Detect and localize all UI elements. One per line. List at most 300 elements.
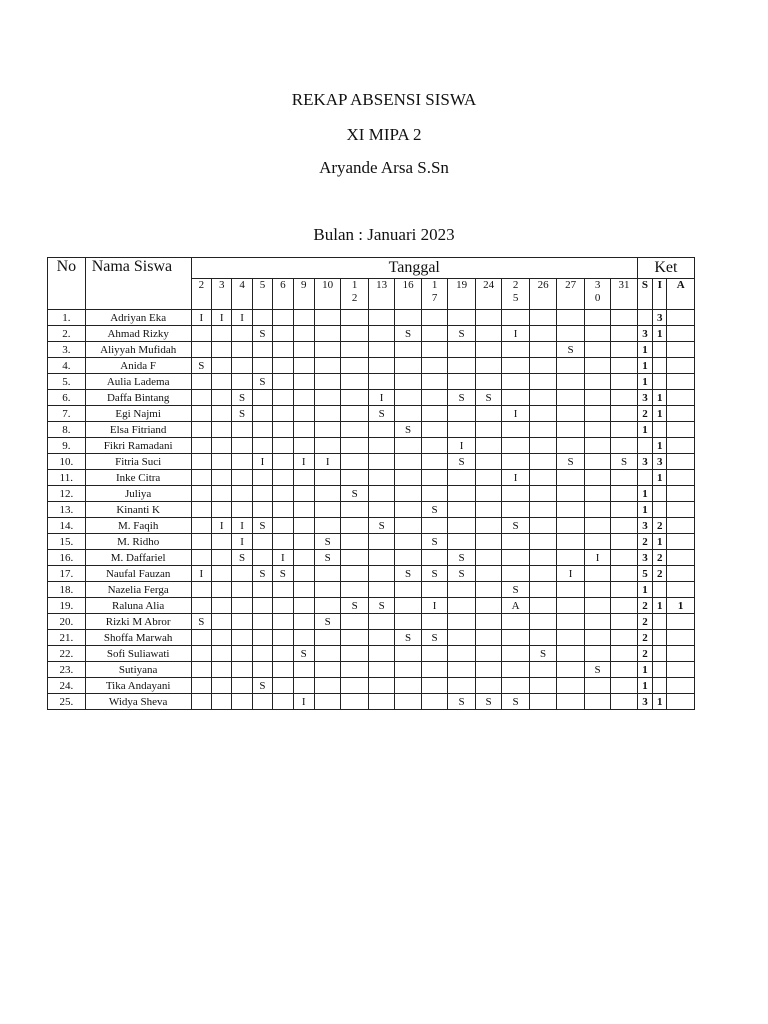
attendance-mark: S — [252, 518, 272, 534]
attendance-mark: I — [502, 470, 530, 486]
attendance-mark — [368, 422, 394, 438]
attendance-mark — [475, 502, 501, 518]
attendance-mark — [529, 534, 557, 550]
attendance-mark — [529, 502, 557, 518]
attendance-mark: S — [448, 566, 476, 582]
attendance-mark — [293, 534, 314, 550]
attendance-mark — [273, 422, 293, 438]
ket-total: 1 — [653, 598, 667, 614]
table-row — [48, 470, 695, 486]
attendance-mark — [212, 454, 232, 470]
attendance-mark: I — [232, 534, 252, 550]
attendance-mark — [232, 422, 252, 438]
attendance-mark: S — [314, 550, 340, 566]
attendance-mark — [368, 438, 394, 454]
attendance-mark — [212, 502, 232, 518]
date-header-cell: 5 — [252, 279, 272, 310]
attendance-mark: S — [252, 566, 272, 582]
attendance-mark — [273, 678, 293, 694]
attendance-mark — [502, 646, 530, 662]
attendance-mark — [232, 630, 252, 646]
attendance-mark: I — [232, 518, 252, 534]
student-name: Sutiyana — [85, 662, 191, 678]
attendance-mark — [232, 326, 252, 342]
ket-total: 1 — [653, 694, 667, 710]
table-row — [48, 502, 695, 518]
attendance-mark: S — [502, 518, 530, 534]
attendance-mark — [421, 694, 447, 710]
ket-header-cell: S — [637, 279, 652, 310]
date-header-cell: 31 — [611, 279, 637, 310]
attendance-mark — [584, 502, 610, 518]
attendance-mark — [368, 678, 394, 694]
attendance-mark — [584, 454, 610, 470]
col-header-dates: Tanggal — [191, 258, 637, 279]
attendance-table — [47, 257, 695, 710]
attendance-mark — [421, 406, 447, 422]
attendance-mark — [395, 534, 421, 550]
table-row — [48, 326, 695, 342]
attendance-mark — [395, 486, 421, 502]
attendance-mark — [293, 550, 314, 566]
attendance-mark — [232, 374, 252, 390]
table-row — [48, 646, 695, 662]
attendance-mark: I — [584, 550, 610, 566]
attendance-mark — [293, 390, 314, 406]
attendance-mark — [252, 486, 272, 502]
attendance-mark — [395, 390, 421, 406]
attendance-mark: S — [529, 646, 557, 662]
ket-total — [667, 342, 695, 358]
attendance-mark: S — [314, 534, 340, 550]
ket-total — [667, 374, 695, 390]
ket-total: 2 — [637, 630, 652, 646]
attendance-mark — [191, 326, 211, 342]
attendance-mark — [584, 422, 610, 438]
ket-total — [667, 454, 695, 470]
attendance-mark — [448, 310, 476, 326]
attendance-mark — [611, 566, 637, 582]
ket-total — [667, 486, 695, 502]
attendance-mark — [584, 630, 610, 646]
student-name: Daffa Bintang — [85, 390, 191, 406]
attendance-mark — [232, 662, 252, 678]
attendance-mark — [273, 358, 293, 374]
attendance-mark: S — [232, 550, 252, 566]
attendance-mark — [252, 614, 272, 630]
attendance-mark — [395, 502, 421, 518]
attendance-mark — [293, 486, 314, 502]
attendance-mark — [557, 310, 585, 326]
attendance-mark — [557, 326, 585, 342]
attendance-mark — [314, 470, 340, 486]
attendance-mark — [584, 342, 610, 358]
row-number: 16. — [48, 550, 86, 566]
attendance-mark — [529, 406, 557, 422]
attendance-mark — [273, 582, 293, 598]
ket-total — [637, 470, 652, 486]
attendance-mark: S — [421, 502, 447, 518]
table-row — [48, 406, 695, 422]
ket-total — [667, 550, 695, 566]
attendance-mark: S — [191, 358, 211, 374]
attendance-mark — [611, 502, 637, 518]
attendance-mark — [273, 694, 293, 710]
student-name: Egi Najmi — [85, 406, 191, 422]
table-row — [48, 518, 695, 534]
attendance-mark — [395, 518, 421, 534]
attendance-mark — [475, 438, 501, 454]
attendance-mark — [475, 422, 501, 438]
attendance-mark — [232, 470, 252, 486]
attendance-mark: S — [273, 566, 293, 582]
ket-total: 1 — [637, 422, 652, 438]
attendance-mark — [421, 470, 447, 486]
attendance-mark — [341, 310, 369, 326]
attendance-mark — [529, 358, 557, 374]
attendance-mark — [232, 582, 252, 598]
attendance-mark — [191, 406, 211, 422]
attendance-mark — [557, 358, 585, 374]
attendance-mark — [293, 678, 314, 694]
attendance-mark — [584, 614, 610, 630]
ket-total: 1 — [667, 598, 695, 614]
attendance-mark — [273, 534, 293, 550]
attendance-mark — [529, 550, 557, 566]
attendance-mark — [502, 566, 530, 582]
attendance-mark — [502, 678, 530, 694]
attendance-mark — [232, 438, 252, 454]
attendance-mark — [191, 630, 211, 646]
attendance-mark — [448, 342, 476, 358]
attendance-mark: S — [475, 694, 501, 710]
attendance-mark — [314, 422, 340, 438]
attendance-mark: I — [232, 310, 252, 326]
student-name: Raluna Alia — [85, 598, 191, 614]
attendance-mark — [395, 310, 421, 326]
attendance-mark — [421, 358, 447, 374]
attendance-mark — [529, 694, 557, 710]
attendance-mark: S — [448, 694, 476, 710]
attendance-mark — [529, 310, 557, 326]
attendance-mark — [341, 390, 369, 406]
attendance-mark — [293, 662, 314, 678]
attendance-mark — [502, 438, 530, 454]
attendance-mark — [341, 646, 369, 662]
attendance-mark — [368, 662, 394, 678]
ket-total — [667, 678, 695, 694]
attendance-mark — [368, 342, 394, 358]
row-number: 1. — [48, 310, 86, 326]
attendance-mark — [368, 614, 394, 630]
attendance-mark — [293, 470, 314, 486]
attendance-mark — [557, 630, 585, 646]
attendance-mark — [293, 518, 314, 534]
attendance-mark — [232, 646, 252, 662]
attendance-mark: I — [212, 518, 232, 534]
attendance-mark — [611, 486, 637, 502]
teacher-name: Aryande Arsa S.Sn — [319, 158, 449, 177]
attendance-mark — [341, 694, 369, 710]
attendance-mark — [212, 678, 232, 694]
table-row — [48, 534, 695, 550]
attendance-mark — [341, 342, 369, 358]
attendance-mark — [341, 566, 369, 582]
attendance-mark — [448, 534, 476, 550]
attendance-mark — [368, 358, 394, 374]
attendance-mark — [293, 582, 314, 598]
attendance-mark — [421, 422, 447, 438]
attendance-mark — [273, 646, 293, 662]
attendance-mark — [252, 406, 272, 422]
attendance-mark — [611, 374, 637, 390]
ket-total: 1 — [637, 342, 652, 358]
attendance-mark: I — [191, 566, 211, 582]
attendance-mark — [421, 550, 447, 566]
student-name: Aliyyah Mufidah — [85, 342, 191, 358]
attendance-mark — [273, 598, 293, 614]
attendance-mark — [529, 566, 557, 582]
attendance-mark: S — [475, 390, 501, 406]
attendance-mark — [529, 326, 557, 342]
attendance-mark: I — [273, 550, 293, 566]
ket-total — [667, 614, 695, 630]
student-name: Fitria Suci — [85, 454, 191, 470]
attendance-mark — [611, 598, 637, 614]
ket-total — [653, 422, 667, 438]
attendance-mark — [252, 694, 272, 710]
attendance-mark — [557, 694, 585, 710]
ket-total — [653, 614, 667, 630]
date-header-cell: 19 — [448, 279, 476, 310]
attendance-mark — [529, 390, 557, 406]
attendance-mark — [341, 550, 369, 566]
attendance-mark — [191, 342, 211, 358]
table-row — [48, 662, 695, 678]
attendance-mark — [421, 662, 447, 678]
attendance-mark — [611, 470, 637, 486]
row-number: 7. — [48, 406, 86, 422]
ket-total: 5 — [637, 566, 652, 582]
attendance-mark — [191, 502, 211, 518]
attendance-mark — [293, 566, 314, 582]
attendance-mark — [584, 694, 610, 710]
attendance-mark — [212, 534, 232, 550]
attendance-mark — [529, 438, 557, 454]
table-row — [48, 486, 695, 502]
attendance-mark — [395, 646, 421, 662]
attendance-mark — [502, 374, 530, 390]
attendance-mark — [293, 326, 314, 342]
attendance-mark — [557, 534, 585, 550]
attendance-mark — [475, 582, 501, 598]
ket-total: 2 — [653, 550, 667, 566]
attendance-mark — [314, 598, 340, 614]
attendance-mark: S — [232, 390, 252, 406]
attendance-mark — [212, 422, 232, 438]
attendance-mark — [611, 662, 637, 678]
attendance-mark — [368, 534, 394, 550]
date-header-cell: 1 7 — [421, 279, 447, 310]
attendance-mark: S — [611, 454, 637, 470]
attendance-mark — [475, 678, 501, 694]
attendance-mark: S — [421, 566, 447, 582]
ket-total: 1 — [637, 358, 652, 374]
attendance-mark — [529, 486, 557, 502]
attendance-mark — [395, 374, 421, 390]
attendance-mark — [314, 518, 340, 534]
table-row — [48, 454, 695, 470]
row-number: 17. — [48, 566, 86, 582]
student-name: Rizki M Abror — [85, 614, 191, 630]
attendance-mark — [191, 470, 211, 486]
row-number: 18. — [48, 582, 86, 598]
attendance-mark — [475, 326, 501, 342]
attendance-mark: S — [502, 582, 530, 598]
attendance-mark — [502, 310, 530, 326]
attendance-mark — [529, 518, 557, 534]
attendance-mark — [475, 566, 501, 582]
attendance-mark — [395, 614, 421, 630]
ket-total: 1 — [637, 502, 652, 518]
attendance-mark: S — [395, 422, 421, 438]
table-row — [48, 694, 695, 710]
attendance-mark — [584, 534, 610, 550]
attendance-mark — [475, 662, 501, 678]
attendance-mark — [557, 678, 585, 694]
attendance-mark — [212, 470, 232, 486]
student-name: Anida F — [85, 358, 191, 374]
attendance-mark — [314, 502, 340, 518]
ket-total: 2 — [637, 646, 652, 662]
attendance-mark — [191, 486, 211, 502]
attendance-mark — [611, 422, 637, 438]
date-header-cell: 24 — [475, 279, 501, 310]
attendance-mark — [395, 694, 421, 710]
attendance-mark — [448, 630, 476, 646]
row-number: 24. — [48, 678, 86, 694]
attendance-mark — [529, 614, 557, 630]
ket-total: 1 — [637, 582, 652, 598]
attendance-mark — [502, 662, 530, 678]
attendance-mark — [421, 454, 447, 470]
attendance-mark — [557, 598, 585, 614]
attendance-mark — [529, 598, 557, 614]
attendance-mark — [557, 646, 585, 662]
attendance-mark: S — [557, 342, 585, 358]
attendance-mark — [557, 422, 585, 438]
row-number: 3. — [48, 342, 86, 358]
attendance-mark — [232, 694, 252, 710]
row-number: 23. — [48, 662, 86, 678]
ket-total: 1 — [653, 470, 667, 486]
attendance-mark — [529, 678, 557, 694]
attendance-mark — [584, 518, 610, 534]
attendance-mark — [475, 342, 501, 358]
attendance-mark — [314, 662, 340, 678]
ket-total: 2 — [653, 518, 667, 534]
attendance-mark — [191, 598, 211, 614]
attendance-mark — [252, 598, 272, 614]
attendance-mark: S — [395, 326, 421, 342]
attendance-mark — [293, 630, 314, 646]
row-number: 14. — [48, 518, 86, 534]
attendance-mark — [421, 374, 447, 390]
attendance-mark: I — [191, 310, 211, 326]
date-header-cell: 26 — [529, 279, 557, 310]
table-row — [48, 550, 695, 566]
table-row — [48, 614, 695, 630]
attendance-mark — [368, 454, 394, 470]
ket-total — [653, 662, 667, 678]
attendance-mark — [293, 342, 314, 358]
attendance-mark — [314, 406, 340, 422]
attendance-mark — [475, 486, 501, 502]
attendance-mark — [273, 374, 293, 390]
attendance-mark — [341, 518, 369, 534]
attendance-mark — [341, 662, 369, 678]
attendance-mark — [341, 358, 369, 374]
attendance-mark — [212, 406, 232, 422]
attendance-mark — [448, 598, 476, 614]
attendance-mark — [252, 534, 272, 550]
attendance-mark — [252, 422, 272, 438]
attendance-mark — [252, 342, 272, 358]
row-number: 5. — [48, 374, 86, 390]
attendance-mark — [475, 310, 501, 326]
attendance-mark — [314, 390, 340, 406]
attendance-mark — [341, 422, 369, 438]
ket-total — [653, 678, 667, 694]
row-number: 4. — [48, 358, 86, 374]
attendance-mark: S — [395, 566, 421, 582]
attendance-mark — [341, 534, 369, 550]
attendance-mark: S — [421, 630, 447, 646]
attendance-mark — [212, 662, 232, 678]
attendance-mark — [368, 326, 394, 342]
attendance-mark: S — [584, 662, 610, 678]
date-header-cell: 4 — [232, 279, 252, 310]
attendance-mark — [252, 582, 272, 598]
ket-total: 2 — [637, 614, 652, 630]
attendance-mark — [341, 582, 369, 598]
ket-total — [653, 358, 667, 374]
attendance-mark — [448, 470, 476, 486]
attendance-mark — [368, 566, 394, 582]
attendance-mark — [252, 630, 272, 646]
attendance-mark — [421, 486, 447, 502]
ket-total: 3 — [637, 518, 652, 534]
attendance-mark — [293, 374, 314, 390]
attendance-mark — [212, 550, 232, 566]
attendance-mark: S — [395, 630, 421, 646]
attendance-mark — [232, 598, 252, 614]
attendance-mark — [421, 310, 447, 326]
attendance-mark — [314, 358, 340, 374]
attendance-mark — [448, 614, 476, 630]
attendance-mark — [395, 678, 421, 694]
attendance-mark — [475, 406, 501, 422]
month-label: Bulan : Januari 2023 — [313, 225, 455, 244]
attendance-mark — [475, 454, 501, 470]
attendance-mark — [475, 470, 501, 486]
attendance-mark — [502, 390, 530, 406]
student-name: Aulia Ladema — [85, 374, 191, 390]
ket-total — [653, 486, 667, 502]
date-header-cell: 3 0 — [584, 279, 610, 310]
attendance-mark — [557, 486, 585, 502]
student-name: Sofi Suliawati — [85, 646, 191, 662]
